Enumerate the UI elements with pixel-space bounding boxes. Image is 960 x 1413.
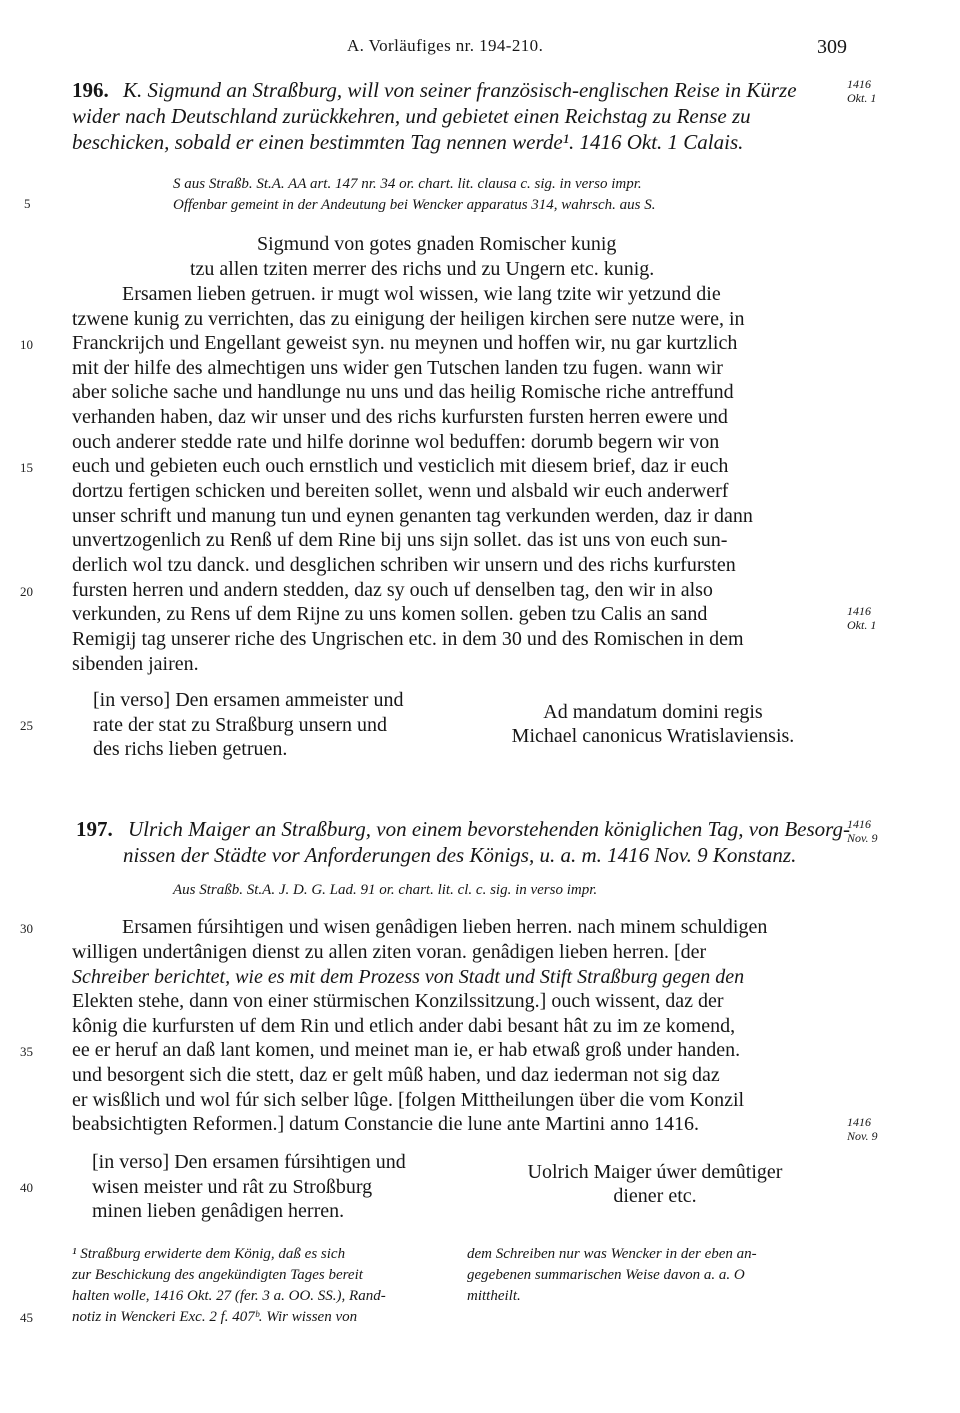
doc197-text-line: er wisßlich und wol fúr sich selber lûge. [folgen Mittheilungen über die vom Konzil	[72, 1089, 745, 1111]
margin-date	[847, 1115, 877, 1143]
doc197-heading-line: nissen der Städte vor Anforderungen des Königs, u. a. m. 1416 Nov. 9 Konstanz.	[123, 843, 797, 867]
doc196-text-line: unser schrift und manung tun und eynen genanten tag verkunden werden, daz ir dann	[72, 505, 753, 527]
line-number: 35	[20, 1044, 33, 1059]
doc196-text-line: derlich wol tzu danck. und desglichen schriben wir unsern und des richs kurfursten	[72, 554, 736, 576]
doc196-number: 196.	[72, 78, 109, 102]
running-title: A. Vorläufiges nr. 194-210.	[347, 36, 544, 55]
signature-line: Uolrich Maiger úwer demûtiger	[527, 1161, 783, 1183]
doc197-text-line: ee er heruf an daß lant komen, und meinet man ie, er hab etwaß groß under handen.	[72, 1039, 741, 1061]
doc196-text-line: tzwene kunig zu verrichten, das zu einigung der heiligen kirchen sere nutze were, in	[72, 308, 745, 330]
margin-date	[847, 604, 876, 632]
footnote-line: gegebenen summarischen Weise davon a. a. O	[467, 1267, 745, 1283]
margin-date	[847, 77, 876, 105]
doc196-text-line: aber soliche sache und handlunge nu uns und das heilig Romische riche antreffund	[72, 381, 734, 403]
footnote-line: halten wolle, 1416 Okt. 27 (fer. 3 a. OO. SS.), Rand-	[72, 1288, 386, 1304]
margin-date-day: Nov. 9	[847, 831, 878, 845]
doc196-source-line: Offenbar gemeint in der Andeutung bei Wencker apparatus 314, wahrsch. aus S.	[173, 197, 656, 213]
mandate-line: Michael canonicus Wratislaviensis.	[511, 725, 795, 747]
doc196-verso-line: des richs lieben getruen.	[93, 738, 288, 760]
footnote-line: ¹ Straßburg erwiderte dem König, daß es sich	[72, 1246, 346, 1262]
margin-date-day: Nov. 9	[847, 1129, 878, 1143]
doc196-verso-line: rate der stat zu Straßburg unsern und	[93, 714, 387, 736]
margin-date-year: 1416	[847, 1115, 871, 1129]
doc196-salutation: Sigmund von gotes gnaden Romischer kunig	[257, 233, 617, 255]
doc197-text-line: Ersamen fúrsihtigen und wisen genâdigen lieben herren. nach minem schuldigen	[122, 916, 768, 938]
doc197-source-line: Aus Straßb. St.A. J. D. G. Lad. 91 or. chart. lit. cl. c. sig. in verso impr.	[173, 882, 598, 898]
signature-line: diener etc.	[613, 1185, 697, 1207]
page-number: 309	[817, 36, 847, 58]
doc196-salutation: tzu allen tziten merrer des richs und zu Ungern etc. kunig.	[190, 258, 655, 280]
doc197-text-line: Schreiber berichtet, wie es mit dem Prozess von Stadt und Stift Straßburg gegen den	[72, 966, 745, 988]
doc197-number: 197.	[76, 817, 113, 841]
footnote-left	[72, 1244, 386, 1328]
line-number: 15	[20, 460, 33, 475]
doc196-text-line: sibenden jairen.	[72, 653, 199, 675]
doc197-text-line: willigen undertânigen dienst zu allen ziten voran. genâdigen lieben herren. [der	[72, 941, 707, 963]
line-number: 45	[20, 1310, 33, 1325]
doc196-heading-line: K. Sigmund an Straßburg, will von seiner französisch-englischen Reise in Kürze	[123, 78, 797, 102]
margin-date-year: 1416	[847, 77, 871, 91]
margin-date-day: Okt. 1	[847, 618, 877, 632]
line-number: 10	[20, 337, 33, 352]
doc196-text-line: fursten herren und andern stedden, daz sy ouch uf denselben tag, den wir in also	[72, 579, 713, 601]
doc196-text-line: euch und gebieten euch ouch ernstlich und vesticlich mit diesem brief, daz ir euch	[72, 455, 729, 477]
doc196-heading-line: beschicken, sobald er einen bestimmten Tag nennen werde¹. 1416 Okt. 1 Calais.	[72, 130, 744, 154]
footnote-line: dem Schreiben nur was Wencker in der eben an-	[467, 1246, 757, 1262]
mandate-line: Ad mandatum domini regis	[543, 701, 763, 723]
doc196-heading-line: wider nach Deutschland zurückkehren, und gebietet einen Reichstag zu Rense zu	[72, 104, 751, 128]
margin-date-year: 1416	[847, 604, 871, 618]
footnote-right	[467, 1244, 757, 1307]
doc196-text-line: mit der hilfe des almechtigen uns wider gen Tutschen landen tzu fugen. wann wir	[72, 357, 723, 379]
doc197-verso-line: wisen meister und rât zu Stroßburg	[92, 1176, 373, 1198]
doc197-text-line: und besorgent sich die stett, daz er gelt mûß haben, und daz iederman not sig daz	[72, 1064, 720, 1086]
doc196-text-line: Franckrijch und Engellant geweist syn. nu meynen und hoffen wir, nu gar kurtzlich	[72, 332, 738, 354]
line-number: 30	[20, 921, 33, 936]
footnote-line: notiz in Wenckeri Exc. 2 f. 407ᵇ. Wir wissen von	[72, 1309, 358, 1325]
line-number: 20	[20, 584, 33, 599]
margin-date-day: Okt. 1	[847, 91, 877, 105]
doc196-text-line: dortzu fertigen schicken und bereiten sollet, wenn und alsbald wir euch anderwerf	[72, 480, 729, 502]
doc197-verso-line: minen lieben genâdigen herren.	[92, 1200, 345, 1222]
doc196-mandate	[478, 700, 828, 748]
footnote-line: zur Beschickung des angekündigten Tages bereit	[72, 1267, 363, 1283]
line-number: 25	[20, 718, 33, 733]
doc197-signature	[505, 1160, 805, 1208]
doc196-text-line: verhanden haben, daz wir unser und des richs kurfursten fursten herren ewere und	[72, 406, 728, 428]
margin-date	[847, 817, 877, 845]
doc196-text-line: verkunden, zu Rens uf dem Rijne zu uns komen sollen. geben tzu Calis an sand	[72, 603, 708, 625]
doc196-text-line: Remigij tag unserer riche des Ungrischen etc. in dem 30 und des Romischen in dem	[72, 628, 744, 650]
doc197-text-line: Elekten stehe, dann von einer stürmischen Konzilssitzung.] ouch wissent, daz der	[72, 990, 724, 1012]
doc196-text-line: unvertzogenlich zu Renß uf dem Rine bij uns sijn sollet. das ist uns von euch sun-	[72, 529, 728, 551]
doc197-verso-line: [in verso] Den ersamen fúrsihtigen und	[92, 1151, 406, 1173]
footnote-line: mittheilt.	[467, 1288, 521, 1304]
line-number: 5	[24, 196, 31, 211]
line-number: 40	[20, 1180, 33, 1195]
doc196-verso-line: [in verso] Den ersamen ammeister und	[93, 689, 404, 711]
doc196-source-line: S aus Straßb. St.A. AA art. 147 nr. 34 or. chart. lit. clausa c. sig. in verso impr.	[173, 176, 642, 192]
doc196-text-line: ouch anderer stedde rate und hilfe dorinne wol beduffen: dorumb begern wir von	[72, 431, 720, 453]
margin-date-year: 1416	[847, 817, 871, 831]
doc197-text-line: kônig die kurfursten uf dem Rin und etlich ander dabi besant hât zu im ze komend,	[72, 1015, 736, 1037]
doc197-text-line: beabsichtigten Reformen.] datum Constancie die lune ante Martini anno 1416.	[72, 1113, 700, 1135]
doc196-text-line: Ersamen lieben getruen. ir mugt wol wissen, wie lang tzite wir yetzund die	[122, 283, 721, 305]
doc197-heading-line: Ulrich Maiger an Straßburg, von einem bevorstehenden königlichen Tag, von Besorg-	[128, 817, 851, 841]
